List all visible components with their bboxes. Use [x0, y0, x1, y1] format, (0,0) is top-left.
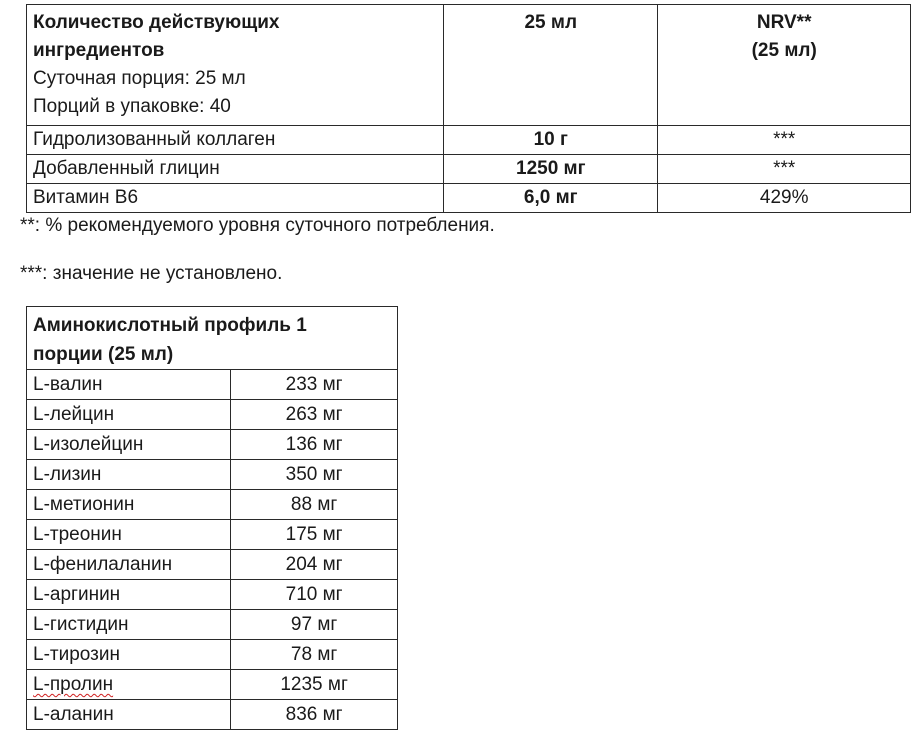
- table-row: [27, 370, 398, 400]
- ingredient-name: Витамин В6: [27, 184, 444, 213]
- amino-acid-table: [26, 306, 398, 730]
- amino-amount: 350 мг: [231, 460, 398, 490]
- table-row: [27, 550, 398, 580]
- amino-amount: 88 мг: [231, 490, 398, 520]
- ingredient-name: Добавленный глицин: [27, 155, 444, 184]
- amino-amount: 204 мг: [231, 550, 398, 580]
- amino-amount: 175 мг: [231, 520, 398, 550]
- table-row: [27, 126, 911, 155]
- amino-name: L-валин: [27, 370, 231, 400]
- amino-amount: 233 мг: [231, 370, 398, 400]
- ingredients-title-line2: ингредиентов: [33, 40, 165, 61]
- ingredients-header-row: [27, 5, 911, 126]
- table-row: [27, 430, 398, 460]
- servings-per-pack: Порций в упаковке: 40: [33, 96, 231, 117]
- table-row: [27, 520, 398, 550]
- table-row: [27, 184, 911, 213]
- amino-name: L-пролин: [33, 674, 114, 695]
- table-row: [27, 700, 398, 730]
- amino-name: L-метионин: [27, 490, 231, 520]
- amino-title-line1: Аминокислотный профиль 1: [33, 315, 307, 336]
- amount-column-header: 25 мл: [444, 5, 658, 126]
- ingredient-amount: 10 г: [444, 126, 658, 155]
- amino-name: L-изолейцин: [27, 430, 231, 460]
- amino-amount: 78 мг: [231, 640, 398, 670]
- table-row: [27, 490, 398, 520]
- amino-amount: 136 мг: [231, 430, 398, 460]
- table-row: [27, 640, 398, 670]
- ingredient-amount: 6,0 мг: [444, 184, 658, 213]
- table-row: [27, 670, 398, 700]
- amino-name: L-гистидин: [27, 610, 231, 640]
- ingredient-nrv: 429%: [658, 184, 911, 213]
- nrv-column-header: [658, 5, 911, 126]
- amino-name: L-лизин: [27, 460, 231, 490]
- amino-amount: 97 мг: [231, 610, 398, 640]
- ingredients-title-line1: Количество действующих: [33, 12, 280, 33]
- table-row: [27, 400, 398, 430]
- amino-name: L-лейцин: [27, 400, 231, 430]
- amino-amount: 263 мг: [231, 400, 398, 430]
- table-row: [27, 580, 398, 610]
- amino-name-cell: [27, 670, 231, 700]
- ingredients-table: [26, 4, 911, 213]
- amino-name: L-треонин: [27, 520, 231, 550]
- amino-name: L-фенилаланин: [27, 550, 231, 580]
- amino-name: L-аргинин: [27, 580, 231, 610]
- ingredient-nrv: ***: [658, 126, 911, 155]
- ingredient-amount: 1250 мг: [444, 155, 658, 184]
- table-row: [27, 460, 398, 490]
- amino-name: L-тирозин: [27, 640, 231, 670]
- serving-size: Суточная порция: 25 мл: [33, 68, 246, 89]
- amino-header-cell: [27, 307, 398, 370]
- amino-header-row: [27, 307, 398, 370]
- amino-name: L-аланин: [27, 700, 231, 730]
- not-set-footnote: ***: значение не установлено.: [20, 263, 283, 284]
- ingredient-nrv: ***: [658, 155, 911, 184]
- amino-title-line2: порции (25 мл): [33, 344, 174, 365]
- nrv-header-line1: NRV**: [756, 12, 812, 33]
- nrv-footnote: **: % рекомендуемого уровня суточного потребления.: [20, 215, 495, 236]
- ingredients-header-cell: [27, 5, 444, 126]
- nrv-header-line2: (25 мл): [751, 40, 817, 61]
- table-row: [27, 155, 911, 184]
- ingredient-name: Гидролизованный коллаген: [27, 126, 444, 155]
- amino-amount: 710 мг: [231, 580, 398, 610]
- amino-amount: 836 мг: [231, 700, 398, 730]
- table-row: [27, 610, 398, 640]
- amino-amount: 1235 мг: [231, 670, 398, 700]
